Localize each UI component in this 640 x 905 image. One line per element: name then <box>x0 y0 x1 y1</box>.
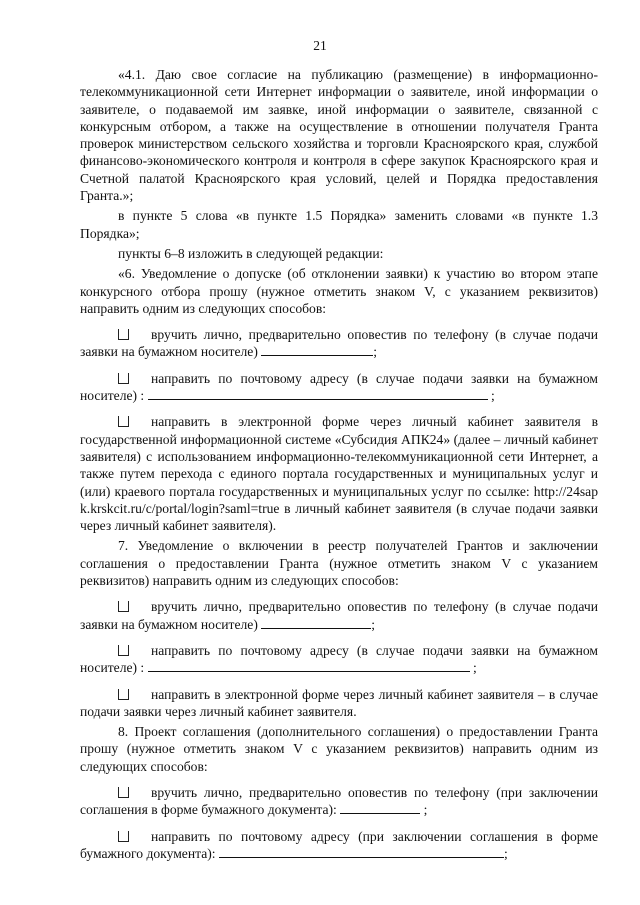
address-field-8[interactable] <box>219 845 504 858</box>
paragraph-6: «6. Уведомление о допуске (об отклонении заявки) к участию во втором этапе конкурсного отбора прошу (нужное отметить знаком V, с указанием реквизитов) направить одним из следующих способов: <box>80 266 598 316</box>
paragraph-8: 8. Проект соглашения (дополнительного соглашения) о предоставлении Гранта прошу (нужное отметить знаком V с указанием реквизитов) направить одним из следующих способов: <box>80 724 598 774</box>
checkbox-7-electronic[interactable] <box>118 689 129 700</box>
paragraph-4-1: «4.1. Даю свое согласие на публикацию (размещение) в информационно-телекоммуникационной сети Интернет информации о заявителе, иной информации о заявителе, о подаваемой им заявке, иной информации о заявителе, связанной с конкурсным отбором, а также на осуществление в отношении получателя Гранта проверок министерством сельского хозяйства и торговли Красноярского края, службой финансово-экономического контроля и контроля в сфере закупок Красноярского края и Счетной палатой Красноярского края условий, целей и Порядка предоставления Гранта.»; <box>80 67 598 204</box>
checkbox-6-in-person[interactable] <box>118 329 129 340</box>
checkbox-8-mail[interactable] <box>118 831 129 842</box>
portal-link[interactable]: http://24sapk.krskcit.ru/c/portal/login?saml=true <box>80 483 598 516</box>
checkbox-7-mail[interactable] <box>118 645 129 656</box>
option-6-mail: направить по почтовому адресу (в случае подачи заявки на бумажном носителе) : ; <box>80 370 598 404</box>
checkbox-6-mail[interactable] <box>118 373 129 384</box>
option-6-in-person: вручить лично, предварительно оповестив по телефону (в случае подачи заявки на бумажном носителе) ; <box>80 327 598 360</box>
phone-field-7[interactable] <box>261 616 371 629</box>
paragraph-7: 7. Уведомление о включении в реестр получателей Грантов и заключении соглашения о предоставлении Гранта (нужное отметить знаком V с указанием реквизитов) направить одним из следующих способов: <box>80 538 598 589</box>
address-field-7[interactable] <box>148 659 470 672</box>
phone-field-8[interactable] <box>340 801 420 814</box>
document-body <box>80 66 598 862</box>
checkbox-8-in-person[interactable] <box>118 787 129 798</box>
option-8-mail: направить по почтовому адресу (при заключении соглашения в форме бумажного документа): ; <box>80 828 598 861</box>
option-6-electronic: направить в электронной форме через личный кабинет заявителя в государственной информационной системе «Субсидия АПК24» (далее – личный кабинет заявителя) с использованием информационно-телекоммуникационной сети Интернет, а также путем перехода с единого портала государственных и муниципальных услуг и (или) краевого портала государственных и муниципальных услуг по ссылке: http://24sapk.krskcit.ru/c/portal/login?saml=true в личный кабинет заявителя (в случае подачи заявки через личный кабинет заявителя). <box>80 414 598 534</box>
option-7-in-person: вручить лично, предварительно оповестив по телефону (в случае подачи заявки на бумажном носителе) ; <box>80 599 598 632</box>
checkbox-6-electronic[interactable] <box>118 416 129 427</box>
checkbox-7-in-person[interactable] <box>118 601 129 612</box>
phone-field-6[interactable] <box>261 343 373 356</box>
page-number: 21 <box>313 38 327 53</box>
paragraph-points-6-8: пункты 6–8 изложить в следующей редакции: <box>118 245 384 261</box>
option-7-mail: направить по почтовому адресу (в случае подачи заявки на бумажном носителе) : ; <box>80 642 598 676</box>
option-7-electronic: направить в электронной форме через личный кабинет заявителя – в случае подачи заявки через личный кабинет заявителя. <box>80 686 598 719</box>
address-field-6[interactable] <box>148 387 488 400</box>
option-8-in-person: вручить лично, предварительно оповестив по телефону (при заключении соглашения в форме бумажного документа): ; <box>80 784 598 818</box>
paragraph-point-5: в пункте 5 слова «в пункте 1.5 Порядка» заменить словами «в пункте 1.3 Порядка»; <box>80 208 598 241</box>
